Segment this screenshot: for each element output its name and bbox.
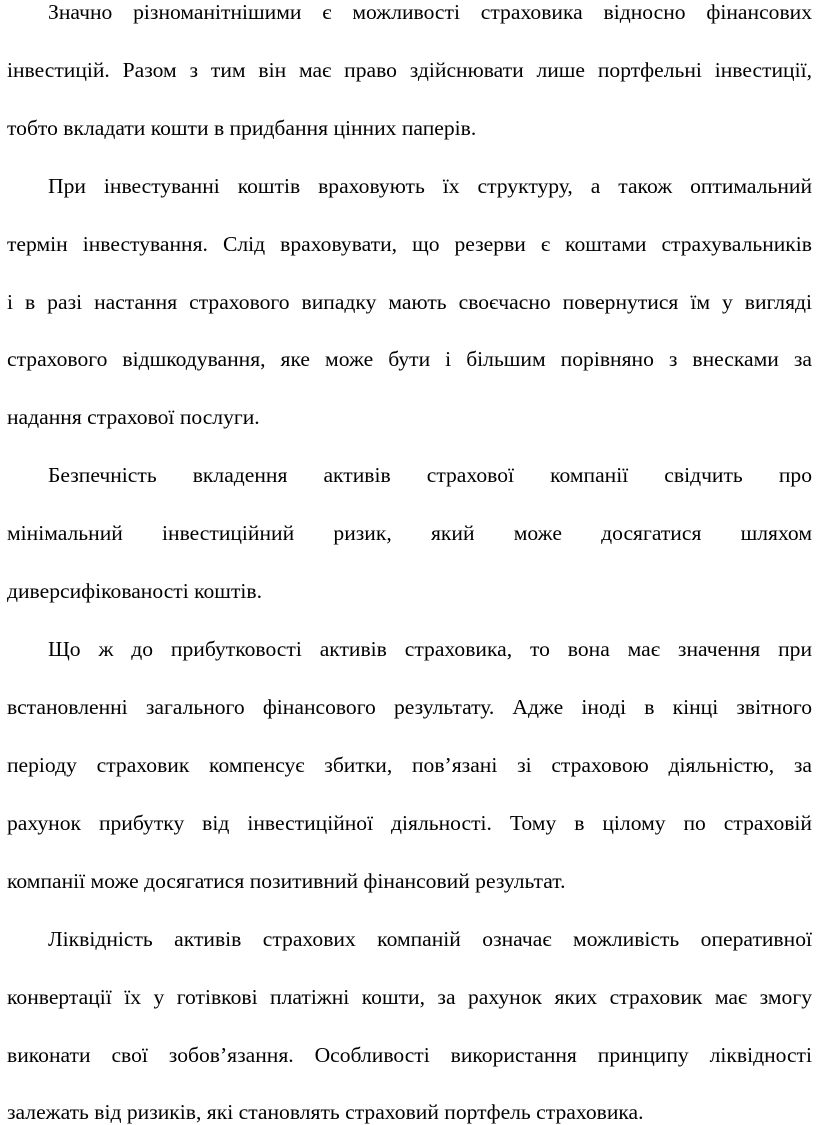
- paragraph-5-line-1: Ліквідність активів страхових компаній означає можливість оперативної: [48, 927, 812, 951]
- paragraph-3-line-1: Безпечність вкладення активів страхової компанії свідчить про: [48, 463, 812, 487]
- paragraph-5-line-2: конвертації їх у готівкові платіжні кошти, за рахунок яких страховик має змогу: [7, 985, 812, 1009]
- paragraph-5-line-4: залежать від ризиків, які становлять страховий портфель страховика.: [7, 1100, 644, 1124]
- paragraph-4-line-1: Що ж до прибутковості активів страховика, то вона має значення при: [48, 637, 812, 661]
- paragraph-4-line-2: встановленні загального фінансового результату. Адже іноді в кінці звітного: [7, 695, 812, 719]
- paragraph-2-line-2: термін інвестування. Слід враховувати, що резерви є коштами страхувальників: [7, 232, 812, 256]
- paragraph-1-line-2: інвестицій. Разом з тим він має право здійснювати лише портфельні інвестиції,: [7, 58, 812, 82]
- paragraph-2-line-1: При інвестуванні коштів враховують їх структуру, а також оптимальний: [48, 174, 812, 198]
- paragraph-2-line-4: страхового відшкодування, яке може бути і більшим порівняно з внесками за: [7, 347, 812, 371]
- paragraph-4-line-4: рахунок прибутку від інвестиційної діяльності. Тому в цілому по страховій: [7, 811, 812, 835]
- paragraph-5-line-3: виконати свої зобов’язання. Особливості використання принципу ліквідності: [7, 1043, 812, 1067]
- paragraph-4-line-5: компанії може досягатися позитивний фінансовий результат.: [7, 869, 566, 893]
- paragraph-4-line-3: періоду страховик компенсує збитки, пов’язані зі страховою діяльністю, за: [7, 753, 812, 777]
- paragraph-3-line-3: диверсифікованості коштів.: [7, 579, 262, 603]
- paragraph-3-line-2: мінімальний інвестиційний ризик, який може досягатися шляхом: [7, 521, 812, 545]
- paragraph-1-line-1: Значно різноманітнішими є можливості страховика відносно фінансових: [48, 0, 812, 24]
- paragraph-2-line-5: надання страхової послуги.: [7, 405, 260, 429]
- paragraph-1-line-3: тобто вкладати кошти в придбання цінних паперів.: [7, 116, 477, 140]
- paragraph-2-line-3: і в разі настання страхового випадку мають своєчасно повернутися їм у вигляді: [7, 290, 812, 314]
